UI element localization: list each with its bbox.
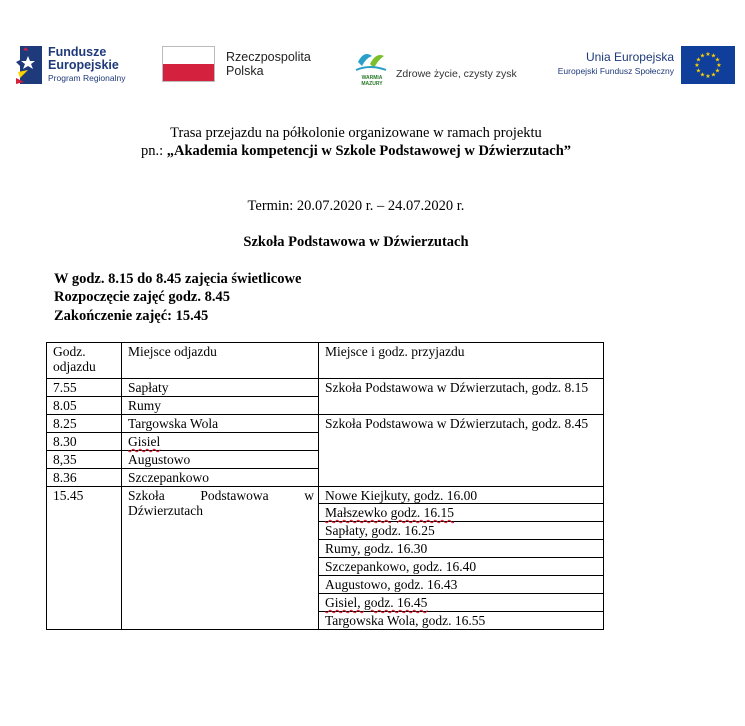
ue-line1: Unia Europejska [585, 50, 674, 64]
rp-line2: Polska [226, 64, 264, 78]
place-cell: Szczepankowo [122, 469, 319, 487]
ue-line2: Europejski Fundusz Społeczny [557, 66, 674, 76]
table-row [47, 415, 604, 433]
doc-line1: Trasa przejazdu na półkolonie organizowane w ramach projektu [170, 125, 542, 141]
eu-star-icon: ★ [714, 67, 721, 75]
eu-star-icon: ★ [716, 62, 722, 70]
fe-stars-icon [14, 42, 44, 88]
eu-star-icon: ★ [694, 62, 700, 70]
time-cell: 8.36 [47, 469, 122, 487]
time-cell: 8.25 [47, 415, 122, 433]
doc-line2 [0, 142, 712, 160]
arrivals-list-cell [319, 487, 604, 630]
arrival-item: Rumy, godz. 16.30 [319, 539, 603, 557]
place-cell: Augustowo [122, 451, 319, 469]
eu-star-icon: ★ [714, 56, 721, 64]
eu-star-icon: ★ [695, 67, 702, 75]
arrival-cell: Szkoła Podstawowa w Dźwierzutach, godz. 8.15 [319, 379, 604, 415]
eu-star-icon: ★ [710, 71, 717, 79]
time-cell: 8,35 [47, 451, 122, 469]
wm-mark-text: WARMIA [361, 75, 383, 81]
arrival-item: Gisiel, godz. 16.45 [319, 593, 603, 611]
eu-star-icon: ★ [695, 56, 702, 64]
wm-slogan: Zdrowe życie, czysty zysk [396, 68, 517, 80]
place-cell [122, 433, 319, 451]
arrival-cell: Szkoła Podstawowa w Dźwierzutach, godz. 8.45 [319, 415, 604, 487]
info-line3: Zakończenie zajęć: 15.45 [54, 308, 209, 324]
time-cell: 7.55 [47, 379, 122, 397]
polish-flag-icon [162, 46, 215, 82]
arrival-item: Targowska Wola, godz. 16.55 [319, 611, 603, 629]
arrival-item: Nowe Kiejkuty, godz. 16.00 [325, 488, 478, 503]
fe-line1: Fundusze [48, 45, 107, 59]
time-cell: 8.30 [47, 433, 122, 451]
svg-text:MAZURY: MAZURY [361, 81, 383, 86]
info-line1: W godz. 8.15 do 8.45 zajęcia świetlicowe [54, 271, 302, 287]
warmia-mazury-logo [350, 48, 540, 88]
project-name: „Akademia kompetencji w Szkole Podstawowej w Dźwierzutach” [166, 143, 572, 159]
termin: Termin: 20.07.2020 r. – 24.07.2020 r. [247, 198, 465, 214]
school-name: Szkoła Podstawowa w Dźwierzutach [243, 234, 469, 250]
place-cell: Sapłaty [122, 379, 319, 397]
arrival-item: Małszewko godz. 16.15 [319, 503, 603, 521]
arrival-item: Szczepankowo, godz. 16.40 [319, 557, 603, 575]
table-row [47, 379, 604, 397]
eu-star-icon: ★ [705, 73, 711, 81]
fe-line3: Program Regionalny [48, 73, 126, 83]
time-cell: 8.05 [47, 397, 122, 415]
place-cell: Rumy [122, 397, 319, 415]
unia-europejska-logo [556, 46, 736, 86]
place-text: Gisiel [128, 434, 161, 449]
eu-star-icon: ★ [699, 71, 706, 79]
eu-flag-icon [681, 46, 735, 84]
eu-star-icon: ★ [705, 51, 711, 59]
warmia-mazury-icon [352, 46, 392, 86]
doc-line2-prefix: pn.: [140, 143, 167, 159]
fe-line2: Europejskie [48, 58, 119, 72]
place-cell: Targowska Wola [122, 415, 319, 433]
logo-strip [0, 40, 745, 92]
fundusze-europejskie-logo [14, 42, 154, 88]
place-cell: Szkoła Podstawowa w Dźwierzutach [122, 487, 319, 630]
time-cell: 15.45 [47, 487, 122, 630]
eu-star-icon: ★ [699, 52, 706, 60]
header-cell: Miejsce i godz. przyjazdu [319, 343, 604, 379]
table-row-afternoon [47, 487, 604, 630]
rzeczpospolita-logo [162, 46, 322, 86]
table-header-row [47, 343, 604, 379]
header-cell: Miejsce odjazdu [122, 343, 319, 379]
eu-star-icon: ★ [710, 52, 717, 60]
arrival-item: Sapłaty, godz. 16.25 [319, 521, 603, 539]
info-line2: Rozpoczęcie zajęć godz. 8.45 [54, 289, 230, 305]
arrival-item: Augustowo, godz. 16.43 [319, 575, 603, 593]
route-table [46, 342, 604, 630]
header-cell: Godz. odjazdu [47, 343, 122, 379]
rp-line1: Rzeczpospolita [226, 50, 311, 64]
